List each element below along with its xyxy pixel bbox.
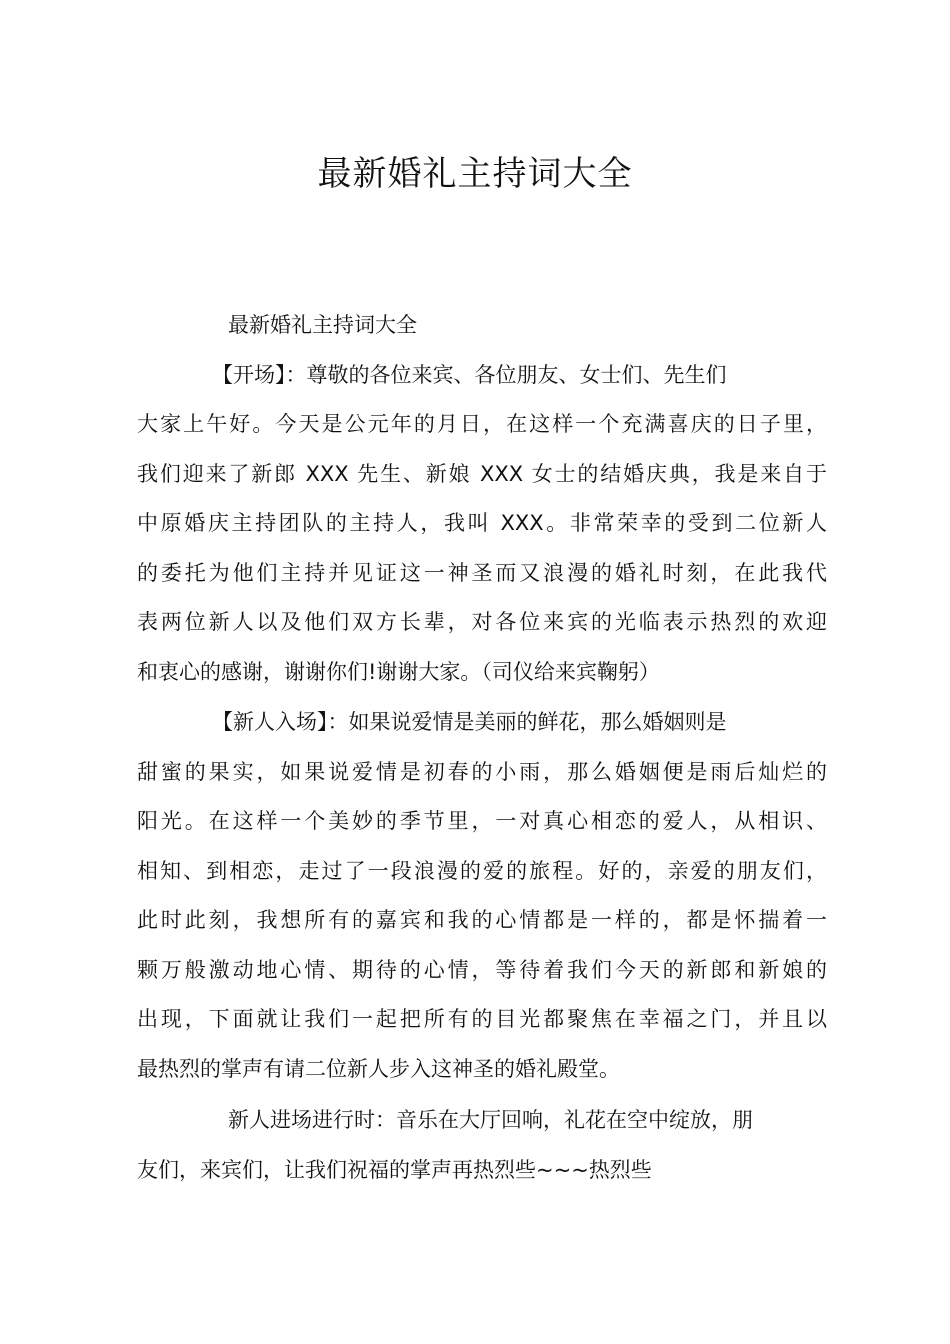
document-subtitle: 最新婚礼主持词大全 xyxy=(228,313,417,337)
paragraph-entrance-line-6: 颗万般激动地心情、期待的心情，等待着我们今天的新郎和新娘的 xyxy=(137,958,827,982)
paragraph-opening-line-2: 大家上午好。今天是公元年的月日，在这样一个充满喜庆的日子里， xyxy=(137,412,827,436)
paragraph-entrance-line-3: 阳光。在这样一个美妙的季节里，一对真心相恋的爱人，从相识、 xyxy=(137,809,827,833)
paragraph-procession-line-2: 友们，来宾们，让我们祝福的掌声再热烈些~~~热烈些 xyxy=(137,1158,652,1182)
paragraph-entrance-line-4: 相知、到相恋，走过了一段浪漫的爱的旅程。好的，亲爱的朋友们， xyxy=(137,859,827,883)
paragraph-opening-line-1: 【开场】：尊敬的各位来宾、各位朋友、女士们、先生们 xyxy=(212,363,727,387)
paragraph-entrance-line-8: 最热烈的掌声有请二位新人步入这神圣的婚礼殿堂。 xyxy=(137,1057,620,1081)
paragraph-opening-line-4: 中原婚庆主持团队的主持人，我叫 XXX。非常荣幸的受到二位新人 xyxy=(137,511,827,535)
paragraph-entrance-line-2: 甜蜜的果实，如果说爱情是初春的小雨，那么婚姻便是雨后灿烂的 xyxy=(137,760,827,784)
paragraph-opening-line-5: 的委托为他们主持并见证这一神圣而又浪漫的婚礼时刻，在此我代 xyxy=(137,561,827,585)
paragraph-opening-line-6: 表两位新人以及他们双方长辈，对各位来宾的光临表示热烈的欢迎 xyxy=(137,610,827,634)
paragraph-entrance-line-5: 此时此刻，我想所有的嘉宾和我的心情都是一样的，都是怀揣着一 xyxy=(137,908,827,932)
paragraph-opening-line-7: 和衷心的感谢，谢谢你们!谢谢大家。（司仪给来宾鞠躬） xyxy=(137,660,660,684)
paragraph-entrance-line-7: 出现，下面就让我们一起把所有的目光都聚焦在幸福之门，并且以 xyxy=(137,1007,827,1031)
document-title: 最新婚礼主持词大全 xyxy=(317,154,633,194)
paragraph-procession-line-1: 新人进场进行时：音乐在大厅回响，礼花在空中绽放，朋 xyxy=(228,1108,753,1132)
paragraph-opening-line-3: 我们迎来了新郎 XXX 先生、新娘 XXX 女士的结婚庆典，我是来自于 xyxy=(137,462,827,486)
paragraph-entrance-line-1: 【新人入场】：如果说爱情是美丽的鲜花，那么婚姻则是 xyxy=(212,710,727,734)
